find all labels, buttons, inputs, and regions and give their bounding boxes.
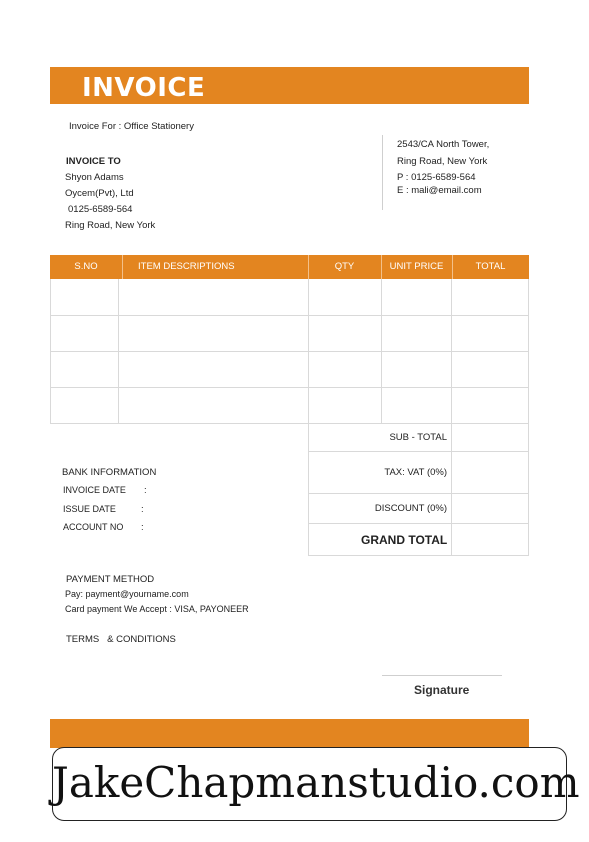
column-header-sno: S.NO [74,261,98,272]
company-address-line1: 2543/CA North Tower, [397,139,490,150]
totals-row-line [308,451,529,452]
company-phone: P : 0125-6589-564 [397,172,476,183]
column-header-total: TOTAL [475,261,506,272]
discount-label: DISCOUNT (0%) [374,503,447,514]
client-company: Oycem(Pvt), Ltd [65,188,134,199]
client-address: Ring Road, New York [65,220,156,231]
tax-label: TAX: VAT (0%) [384,467,447,478]
issue-date-colon: : [141,504,144,515]
column-header-item-descriptions: ITEM DESCRIPTIONS [138,261,235,272]
footer-bar [50,719,529,748]
table-row [50,423,529,424]
company-address-line2: Ring Road, New York [397,156,488,167]
invoice-date-colon: : [144,485,147,496]
table-row [50,387,529,388]
column-header-qty: QTY [334,261,355,272]
signature-line [382,675,502,676]
watermark-text: JakeChapmanstudio.com [52,758,580,807]
invoice-date-label: INVOICE DATE [63,485,126,495]
table-grid-line [528,279,529,555]
payment-method-heading: PAYMENT METHOD [66,574,155,585]
subtotal-label: SUB - TOTAL [389,432,447,443]
payment-email: Pay: payment@yourname.com [65,589,189,599]
bank-info-heading: BANK INFORMATION [62,467,157,478]
address-divider [382,135,383,210]
grand-total-label: GRAND TOTAL [361,533,448,547]
table-row [50,315,529,316]
totals-row-line [308,523,529,524]
client-name: Shyon Adams [65,172,124,183]
invoice-for: Invoice For : Office Stationery [69,121,194,132]
invoice-to-heading: INVOICE TO [66,156,121,167]
totals-row-line [308,555,529,556]
card-payment-info: Card payment We Accept : VISA, PAYONEER [65,604,249,614]
totals-row-line [308,493,529,494]
table-row [50,351,529,352]
company-email: E : mali@email.com [397,185,482,196]
client-phone: 0125-6589-564 [68,204,133,215]
signature-label: Signature [414,683,470,697]
invoice-title: INVOICE [82,73,206,103]
column-header-unit-price: UNIT PRICE [389,261,444,272]
terms-conditions: TERMS & CONDITIONS [66,634,176,645]
account-no-colon: : [141,522,144,533]
issue-date-label: ISSUE DATE [63,504,116,514]
table-grid-line [451,279,452,555]
account-no-label: ACCOUNT NO [63,522,124,532]
